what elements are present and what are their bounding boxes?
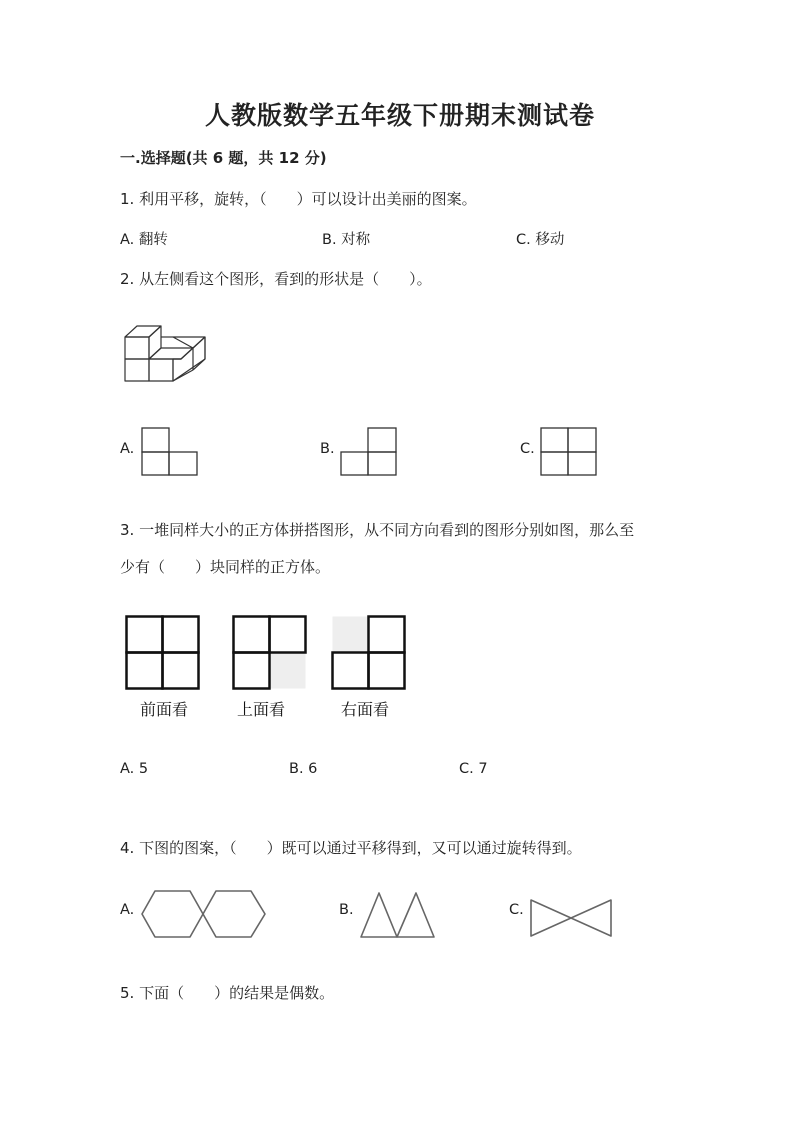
q4-option-a-figure — [141, 890, 267, 938]
q2-option-c-figure — [540, 427, 597, 476]
q2-option-b-figure — [340, 427, 397, 476]
front-view-caption: 前面看 — [140, 700, 189, 719]
q2-option-c: C. — [520, 441, 535, 457]
q3-option-b: B. 6 — [289, 761, 318, 777]
question-5-text: 5. 下面（ ）的结果是偶数。 — [120, 984, 335, 1002]
top-view-caption: 上面看 — [237, 700, 286, 719]
q1-option-b: B. 对称 — [322, 232, 371, 248]
q2-option-a-figure — [141, 427, 198, 476]
q1-option-a: A. 翻转 — [120, 232, 168, 248]
question-4-text: 4. 下图的图案，（ ）既可以通过平移得到，又可以通过旋转得到。 — [120, 839, 582, 857]
top-view-figure — [232, 615, 308, 690]
question-3-text-line1: 3. 一堆同样大小的正方体拼搭图形，从不同方向看到的图形分别如图，那么至 — [120, 521, 635, 539]
cube-stack-figure — [124, 325, 206, 382]
q4-option-b-figure — [360, 892, 436, 938]
question-2-text: 2. 从左侧看这个图形，看到的形状是（ ）。 — [120, 270, 432, 288]
q2-option-b: B. — [320, 441, 335, 457]
right-view-caption: 右面看 — [341, 700, 390, 719]
section-heading: 一.选择题(共 6 题，共 12 分) — [120, 149, 327, 167]
page-title: 人教版数学五年级下册期末测试卷 — [204, 101, 595, 130]
q4-option-a: A. — [120, 902, 135, 918]
q3-option-a: A. 5 — [120, 761, 149, 777]
q2-option-a: A. — [120, 441, 135, 457]
question-3-text-line2: 少有（ ）块同样的正方体。 — [120, 558, 331, 576]
q4-option-c-figure — [530, 899, 612, 937]
q4-option-c: C. — [509, 902, 524, 918]
q4-option-b: B. — [339, 902, 354, 918]
question-1-text: 1. 利用平移，旋转，（ ）可以设计出美丽的图案。 — [120, 190, 477, 208]
front-view-figure — [125, 615, 201, 690]
right-view-figure — [331, 615, 407, 690]
q3-option-c: C. 7 — [459, 761, 488, 777]
q1-option-c: C. 移动 — [516, 232, 565, 248]
